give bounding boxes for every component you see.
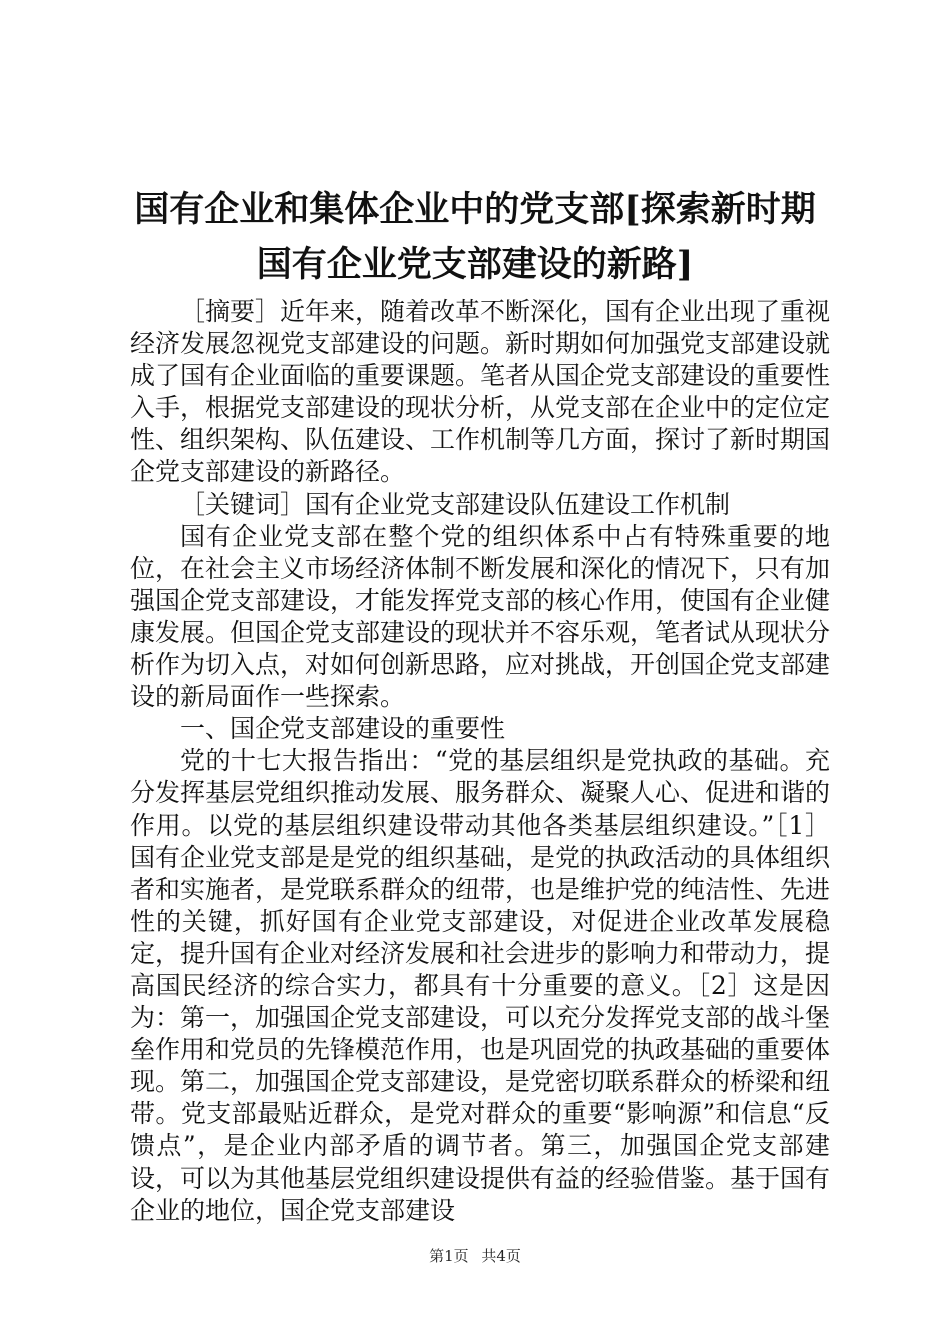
title-line-2: 国有企业党支部建设的新路] bbox=[256, 244, 694, 285]
page-footer bbox=[0, 1246, 950, 1266]
intro-paragraph: 国有企业党支部在整个党的组织体系中占有特殊重要的地位，在社会主义市场经济体制不断发展和深化的情况下，只有加强国企党支部建设，才能发挥党支部的核心作用，使国有企业健康发展。但国企党支部建设的现状并不容乐观，笔者试从现状分析作为切入点，对如何创新思路，应对挑战，开创国企党支部建设的新局面作一些探索。 bbox=[130, 521, 831, 712]
page-number: 第1页 bbox=[429, 1247, 469, 1265]
section-paragraph: 党的十七大报告指出：“党的基层组织是党执政的基础。充分发挥基层党组织推动发展、服务群众、凝聚人心、促进和谐的作用。以党的基层组织建设带动其他各类基层组织建设。”［1］国有企业党支部是是党的组织基础，是党的执政活动的具体组织者和实施者，是党联系群众的纽带，也是维护党的纯洁性、先进性的关键，抓好国有企业党支部建设，对促进企业改革发展稳定，提升国有企业对经济发展和社会进步的影响力和带动力，提高国民经济的综合实力，都具有十分重要的意义。［2］这是因为：第一，加强国企党支部建设，可以充分发挥党支部的战斗堡垒作用和党员的先锋模范作用，也是巩固党的执政基础的重要体现。第二，加强国企党支部建设，是党密切联系群众的桥梁和纽带。党支部最贴近群众，是党对群众的重要“影响源”和信息“反馈点”，是企业内部矛盾的调节者。第三，加强国企党支部建设，可以为其他基层党组织建设提供有益的经验借鉴。基于国有企业的地位，国企党支部建设 bbox=[130, 746, 831, 1225]
page-total: 共4页 bbox=[481, 1247, 521, 1265]
document-title bbox=[100, 182, 850, 292]
section-heading: 一、国企党支部建设的重要性 bbox=[180, 714, 506, 744]
title-line-1: 国有企业和集体企业中的党支部[探索新时期 bbox=[134, 189, 816, 230]
document-body bbox=[130, 296, 830, 1227]
keywords-paragraph: ［关键词］国有企业党支部建设队伍建设工作机制 bbox=[180, 489, 731, 519]
abstract-paragraph: ［摘要］近年来，随着改革不断深化，国有企业出现了重视经济发展忽视党支部建设的问题。新时期如何加强党支部建设就成了国有企业面临的重要课题。笔者从国企党支部建设的重要性入手，根据党支部建设的现状分析，从党支部在企业中的定位定性、组织架构、队伍建设、工作机制等几方面，探讨了新时期国企党支部建设的新路径。 bbox=[130, 297, 831, 487]
